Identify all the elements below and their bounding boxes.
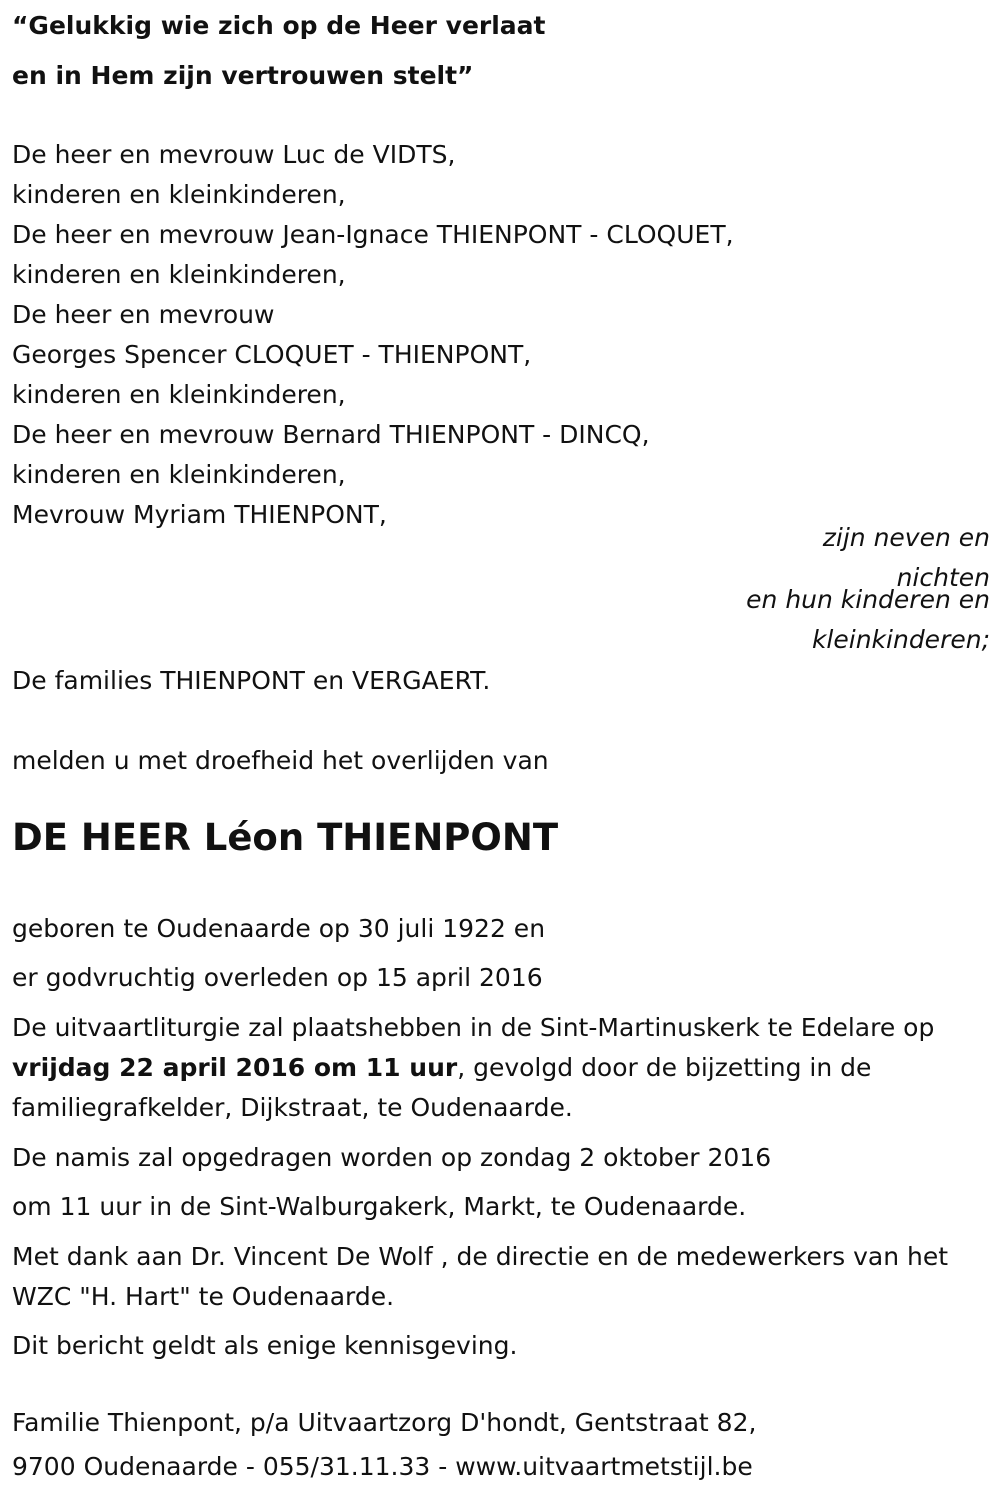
family-line: De heer en mevrouw Bernard THIENPONT - DINCQ, (12, 420, 650, 449)
mass-line-2: om 11 uur in de Sint-Walburgakerk, Markt, te Oudenaarde. (12, 1192, 747, 1221)
funeral-text-post: , gevolgd door de bijzetting in de familiegrafkelder, Dijkstraat, te Oudenaarde. (12, 1053, 872, 1122)
family-line: De heer en mevrouw Jean-Ignace THIENPONT - CLOQUET, (12, 220, 734, 249)
relation-line: nichten (896, 563, 990, 592)
relation-line: kleinkinderen; (811, 625, 990, 654)
motto-line-2: en in Hem zijn vertrouwen stelt” (12, 61, 474, 90)
relation-line: en hun kinderen en (746, 585, 990, 614)
funeral-date-bold: vrijdag 22 april 2016 om 11 uur (12, 1053, 458, 1082)
family-line: kinderen en kleinkinderen, (12, 260, 346, 289)
families-extra: De families THIENPONT en VERGAERT. (12, 666, 491, 695)
family-line: Mevrouw Myriam THIENPONT, (12, 500, 387, 529)
deceased-name: DE HEER Léon THIENPONT (12, 816, 559, 859)
relation-line: zijn neven en (822, 523, 990, 552)
death-line: er godvruchtig overleden op 15 april 2016 (12, 963, 543, 992)
family-line: De heer en mevrouw (12, 300, 275, 329)
notice-line: Dit bericht geldt als enige kennisgeving. (12, 1331, 518, 1360)
contact-line-2: 9700 Oudenaarde - 055/31.11.33 - www.uitvaartmetstijl.be (12, 1452, 753, 1481)
family-line: kinderen en kleinkinderen, (12, 380, 346, 409)
family-line: kinderen en kleinkinderen, (12, 180, 346, 209)
mass-line-1: De namis zal opgedragen worden op zondag 2 oktober 2016 (12, 1143, 772, 1172)
funeral-text-pre: De uitvaartliturgie zal plaatshebben in de Sint-Martinuskerk te Edelare op (12, 1013, 935, 1042)
birth-line: geboren te Oudenaarde op 30 juli 1922 en (12, 914, 546, 943)
family-line: kinderen en kleinkinderen, (12, 460, 346, 489)
announcement: melden u met droefheid het overlijden van (12, 746, 549, 775)
motto-line-1: “Gelukkig wie zich op de Heer verlaat (12, 11, 546, 40)
funeral-paragraph (12, 1008, 987, 1128)
family-line: De heer en mevrouw Luc de VIDTS, (12, 140, 456, 169)
contact-line-1: Familie Thienpont, p/a Uitvaartzorg D'hondt, Gentstraat 82, (12, 1408, 757, 1437)
thanks-paragraph: Met dank aan Dr. Vincent De Wolf , de directie en de medewerkers van het WZC "H. Hart" te Oudenaarde. (12, 1242, 949, 1311)
family-line: Georges Spencer CLOQUET - THIENPONT, (12, 340, 532, 369)
